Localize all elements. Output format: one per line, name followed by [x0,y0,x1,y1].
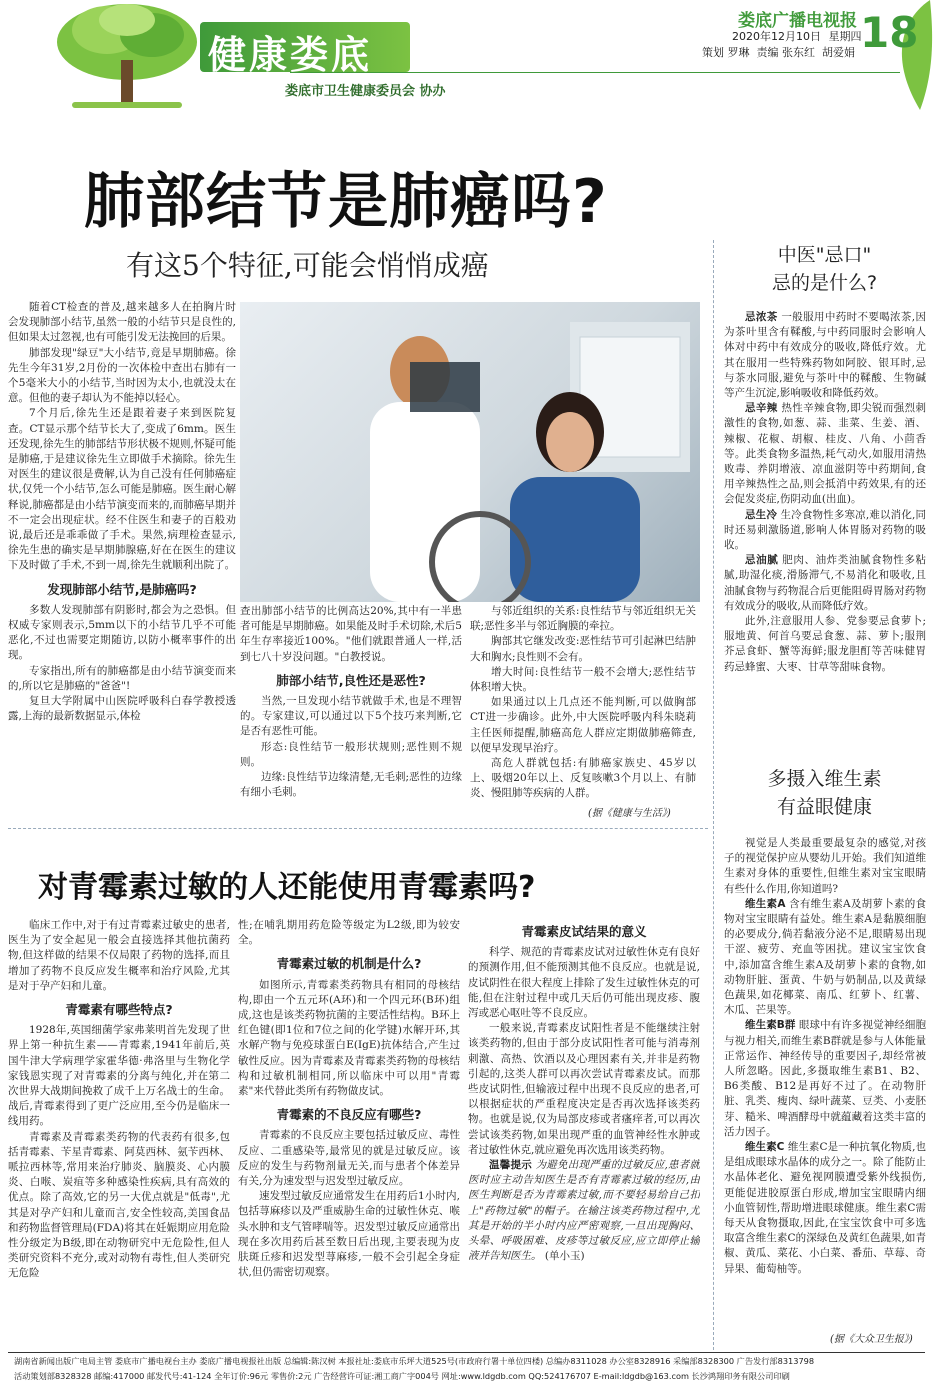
column-title: 健康娄底 [208,33,373,77]
sidebar2-item-2 [724,1140,926,1277]
paragraph: 如图所示,青霉素类药物具有相同的母核结构,即由一个五元环(A环)和一个四元环(B环)组成,这也是该类药物抗菌的主要活性结构。B环上红色键(即1位和7位之间的化学键)水解开环,其水解产物与免疫球蛋白E(IgE)抗体结合,产生过敏性反应。因为青霉素及青霉素类药物的母核结构和过敏机制相同,所以临床中可以用"青霉素"来代替此类所有药物做皮试。 [238,978,460,1098]
item-text: 维生素C是一种抗氧化物质,也是组成眼球水晶体的成分之一。除了能防止水晶体老化、避免视网膜遭受紫外线损伤,更能促进胶原蛋白形成,增加宝宝眼睛内细小血管韧性,帮助增进眼球健康。维生素C需每天从食物摄取,因此,在宝宝饮食中可多选取富含维生素C的深绿色及黄红色蔬果,如青椒、黄瓜、菜花、小白菜、番茄、草莓、奇异果、葡萄柚等。 [724,1141,926,1275]
keyword: 忌生冷 [745,508,777,521]
paragraph: 青霉素及青霉素类药物的代表药有很多,包括青霉素、苄星青霉素、阿莫西林、氨苄西林、哌拉西林等,常用来治疗肺炎、脑膜炎、心内膜炎、白喉、炭疽等多种感染性疾病,具有高效的优点。除了高效,它的另一大优点就是"低毒",尤其是对孕产妇和儿童而言,安全性较高,美国食品和药物监督管理局(FDA)将其在妊娠期应用危险性分级定为B级,即在动物研究中无危险性,但人类研究资料不充分,或对动物有毒性,但人类研究无危险 [8,1130,230,1280]
sidebar1-item-1 [724,401,926,507]
paragraph: 如果通过以上几点还不能判断,可以做胸部CT进一步确诊。此外,中大医院呼吸内科朱晓莉主任医师提醒,肺癌高危人群应定期做肺癌筛查,以便早发现早治疗。 [470,696,696,754]
paragraph: 与邻近组织的关系:良性结节与邻近组织无关联;恶性多半与邻近胸膜的牵拉。 [470,605,696,633]
date-text: 2020年12月10日 [732,30,821,43]
article1-column-2 [240,604,462,820]
paragraph: 复旦大学附属中山医院呼吸科白春学教授透露,上海的最新数据显示,体检 [8,695,236,723]
paragraph: 当然,一旦发现小结节就做手术,也是不理智的。专家建议,可以通过以下5个技巧来判断,它是否有恶性可能。 [240,695,462,738]
footer-rule [8,1352,925,1353]
paragraph: 科学、规范的青霉素皮试对过敏性休克有良好的预测作用,但不能预测其他不良反应。也就是说,皮试阴性在很大程度上排除了发生过敏性休克的可能,但在注射过程中或几天后仍可能出现皮疹、腹泻或恶心呕吐等不良反应。 [468,946,700,1020]
item-text: 一般服用中药时不要喝浓茶,因为茶叶里含有鞣酸,与中药同服时会影响人体对中药中有效成分的吸收,降低疗效。尤其在服用一些特殊药物如阿胶、银耳时,忌与茶水同服,避免与茶叶中的鞣酸、生物碱等产生沉淀,影响吸收和降低药效。 [724,311,926,400]
sidebar2-title-2: 有益眼健康 [776,796,872,818]
footer-line-1: 湖南省新闻出版广电局主管 娄底市广播电视台主办 娄底广播电视报社出版 总编辑:陈汉树 本报社址:娄底市乐坪大道525号(市政府行署十单位四楼) 总编办8311028 办公室8328916 采编部8328300 广告发行部8313798 [14,1356,815,1366]
subheading: 青霉素过敏的机制是什么? [276,956,422,972]
paragraph: 专家指出,所有的肺癌都是由小结节演变而来的,所以它是肺癌的"爸爸"! [8,664,236,692]
sidebar1-item-0 [724,310,926,401]
paragraph: 查出肺部小结节的比例高达20%,其中有一半患者可能是早期肺癌。如果能及时手术切除,术后5年生存率接近100%。"他们就跟普通人一样,活到七八十岁没问题。"白教授说。 [240,605,462,663]
tip-text: 为避免出现严重的过敏反应,患者就医时应主动告知医生是否有青霉素过敏的经历,由医生判断是否为青霉素过敏,而不要轻易给自己扣上"药物过敏"的帽子。在输注该类药物过程中,尤其是开始的半小时内应严密观察,一旦出现胸闷、头晕、呼吸困难、皮疹等过敏反应,应立即停止输液并告知医生。 [468,1159,700,1263]
issue-date [732,28,862,44]
sidebar2-item-1 [724,1018,926,1140]
sidebar1-item-2 [724,508,926,554]
article1-subhead: 有这5个特征,可能会悄悄成癌 [126,249,489,282]
paragraph: 随着CT检查的普及,越来越多人在拍胸片时会发现肺部小结节,虽然一般的小结节只是良性的,但如果太过忽视,也有可能引发无法挽回的后果。 [8,301,236,344]
column-separator [713,240,714,1350]
paragraph: 视觉是人类最重要最复杂的感觉,对孩子的视觉保护应从婴幼儿开始。我们知道维生素对身体的重要性,但维生素对宝宝眼睛有些什么作用,你知道吗? [724,837,926,895]
sidebar1-item-3 [724,553,926,614]
sidebar2-body [724,836,926,1324]
page-number: 18 [860,8,919,57]
paragraph: 此外,注意服用人参、党参要忌食萝卜;服地黄、何首乌要忌食葱、蒜、萝卜;服荆芥忌食虾、蟹等海鲜;服龙胆酊等苦味健胃药忌蜂蜜、大枣、甘草等甜味食物。 [724,615,926,673]
subheading: 发现肺部小结节,是肺癌吗? [47,581,197,597]
item-text: 眼球中有许多视觉神经细胞与视力相关,而维生素B群就是参与人体能量正常运作、神经传导的重要因子,却经常被人所忽略。因此,多摄取维生素B1、B2、B6类酸、B12是再好不过了。在动物肝脏、乳类、瘦肉、绿叶蔬菜、豆类、小麦胚芽、糙米、啤酒酵母中就蕴藏着这类丰富的活力因子。 [724,1019,926,1138]
paper-name: 娄底广播电视报 [738,11,857,31]
paragraph: 胸部其它继发改变:恶性结节可引起淋巴结肿大和胸水;良性则不会有。 [470,635,696,663]
paragraph: 多数人发现肺部有阴影时,都会为之恐惧。但权威专家则表示,5mm以下的小结节几乎不可能恶化,不过也需要定期随访,以防小概率事件的出现。 [8,603,236,662]
cosponsor: 娄底市卫生健康委员会 协办 [285,84,446,99]
paragraph: 形态:良性结节一般形状规则;恶性则不规则。 [240,740,462,768]
sidebar1-title-1: 中医"忌口" [777,244,872,266]
article1-column-1 [8,300,236,818]
photo-doctor-patient-icon [240,302,700,602]
paragraph: 边缘:良性结节边缘清楚,无毛刺;恶性的边缘有细小毛刺。 [240,771,462,799]
article1-source: (据《健康与生活》) [588,808,671,819]
item-text: 含有维生素A及胡萝卜素的食物对宝宝眼睛有益处。维生素A是黏膜细胞的必要成分,倘若黏液分泌不足,眼睛易出现干涩、疲劳、充血等困扰。建议宝宝饮食中,添加富含维生素A及胡萝卜素的食物,如动物肝脏、蛋黄、牛奶与奶制品,以及黄绿色蔬果,如花椰菜、南瓜、红萝卜、红薯、木瓜、芒果等。 [724,897,926,1017]
keyword: 忌浓茶 [745,311,778,323]
subheading: 青霉素皮试结果的意义 [521,924,647,939]
article2-column-3 [468,918,700,1342]
paragraph: 7个月后,徐先生还是跟着妻子来到医院复查。CT显示那个结节长大了,变成了6mm。医生还发现,徐先生的肺部结节形状极不规则,怀疑可能是肺癌,于是建议徐先生立即做手术摘除。徐先生对医生的建议很是费解,认为自己没有任何肺癌症状,仅凭一个小结节,怎么可能是肺癌。医生耐心解释说,肺癌都是由小结节演变而来的,而肺癌早期并不一定会出现症状。经不住医生和妻子的百般劝说,最后还是乖乖做了手术。果然,病理检查显示,徐先生患的确实是早期肺腺癌,好在在医生的建议下及时做了手术,不到一周,徐先生就顺利出院了。 [8,407,236,572]
paragraph: 青霉素的不良反应主要包括过敏反应、毒性反应、二重感染等,最常见的就是过敏反应。该反应的发生与药物剂量无关,而与患者个体差异有关,分为速发型与迟发型过敏反应。 [238,1129,460,1188]
item-text: 热性辛辣食物,即尖锐而强烈刺激性的食物,如葱、蒜、韭菜、生姜、酒、辣椒、花椒、胡椒、桂皮、八角、小茴香等。此类食物多温热,耗气动火,如服用清热败毒、养阴增液、凉血滋阴等中药期间,食用辛辣热性之品,则会抵消中药效果,有的还会促发炎症,伤阴动血(出血)。 [724,402,926,506]
keyword: 维生素B群 [745,1019,796,1032]
sidebar2-title-1: 多摄入维生素 [767,768,882,790]
keyword: 维生素A [745,897,786,910]
keyword: 维生素C [745,1141,785,1154]
editors: 策划 罗琳 责编 张东红 胡爱娟 [702,46,855,59]
footer-line-2: 活动策划部8328328 邮编:417000 邮发代号:41-124 全年订价:96元 零售价:2元 广告经营许可证:湘工商广字004号 网址:www.ldgdb.com QQ:524176707 E-mail:ldgdb@163.com 长沙鸿翔印务有限公司印刷 [14,1371,790,1381]
article2-column-2 [238,918,460,1342]
article1-headline: 肺部结节是肺癌吗? [84,167,608,237]
keyword: 忌油腻 [745,554,779,567]
tip-paragraph [468,1158,700,1264]
tree-illustration-icon [52,0,202,120]
masthead [0,0,933,120]
paragraph: 高危人群就包括:有肺癌家族史、45岁以上、吸烟20年以上、反复咳嗽3个月以上、有肺炎、慢阻肺等疾病的人群。 [470,757,696,800]
paragraph: 速发型过敏反应通常发生在用药后1小时内,包括荨麻疹以及严重威胁生命的过敏性休克、喉头水肿和支气管哮喘等。迟发型过敏反应通常出现在多次用药后甚至数日后出现,主要表现为皮肤斑丘疹和迟发型荨麻疹,一般不会引起全身症状,但仍需密切观察。 [238,1190,460,1279]
subheading: 青霉素有哪些特点? [65,1002,173,1018]
sidebar2-item-0 [724,897,926,1019]
article1-column-3 [470,604,696,804]
item-text: 生冷食物性多寒凉,难以消化,同时还易刺激肠道,影响人体胃肠对药物的吸收。 [724,508,926,552]
paragraph: 性;在哺乳期用药危险等级定为L2级,即为较安全。 [238,919,460,947]
tip-label: 温馨提示 [489,1159,532,1172]
article2-column-1 [8,918,230,1342]
paragraph: 一般来说,青霉素皮试阳性者是不能继续注射该类药物的,但由于部分皮试阳性者可能与消毒剂刺激、高热、饮酒以及心理因素有关,并非是药物引起的,这类人群可以再次尝试青霉素皮试。而那些皮试阴性,但输液过程中出现不良反应的患者,可以根据症状的严重程度决定是否再次选择该类药物。也就是说,仅为局部皮疹或者瘙痒者,可以再次尝试该类药物,如果出现严重的血管神经性水肿或者过敏性休克,就应避免再次选用该类药物。 [468,1022,700,1156]
subheading: 肺部小结节,良性还是恶性? [276,672,426,688]
section-separator [8,828,708,829]
paragraph: 1928年,英国细菌学家弗莱明首先发现了世界上第一种抗生素——青霉素,1941年前后,英国牛津大学病理学家霍华德·弗洛里与生物化学家钱恩实现了对青霉素的分离与纯化,并在第二次世界大战期间挽救了成千上万名战士的生命。战后,青霉素得到了更广泛应用,至今仍是临床一线用药。 [8,1024,230,1128]
author: (单小玉) [544,1250,585,1263]
paragraph: 增大时间:良性结节一般不会增大;恶性结节体积增大快。 [470,665,696,694]
keyword: 忌辛辣 [745,402,778,415]
weekday-text: 星期四 [828,30,862,43]
masthead-rule [290,72,900,73]
sidebar2-source: (据《大众卫生报》) [830,1334,913,1345]
subheading: 青霉素的不良反应有哪些? [276,1107,422,1123]
photo-doctor-patient [240,302,700,602]
item-text: 肥肉、油炸类油腻食物性多粘腻,助湿化痰,滑肠滞气,不易消化和吸收,且油腻食物与药物混合后更能阻碍胃肠对药物有效成分的吸收,从而降低疗效。 [724,554,926,612]
paragraph: 肺部发现"绿豆"大小结节,竟是早期肺癌。徐先生今年31岁,2月份的一次体检中查出右肺有一个5毫米大小的小结节,当时因为太小,也就没太在意。但他的妻子却认为不能掉以轻心。 [8,346,236,405]
sidebar1-title-2: 忌的是什么? [771,272,878,294]
paragraph: 临床工作中,对于有过青霉素过敏史的患者,医生为了安全起见一般会直接选择其他抗菌药物,但这样做的结果不仅局限了药物的选择,而且增加了药物不良反应发生概率和治疗风险,尤其是对于孕产妇和儿童。 [8,919,230,992]
article2-headline: 对青霉素过敏的人还能使用青霉素吗? [38,870,536,905]
sidebar1-body [724,310,926,742]
